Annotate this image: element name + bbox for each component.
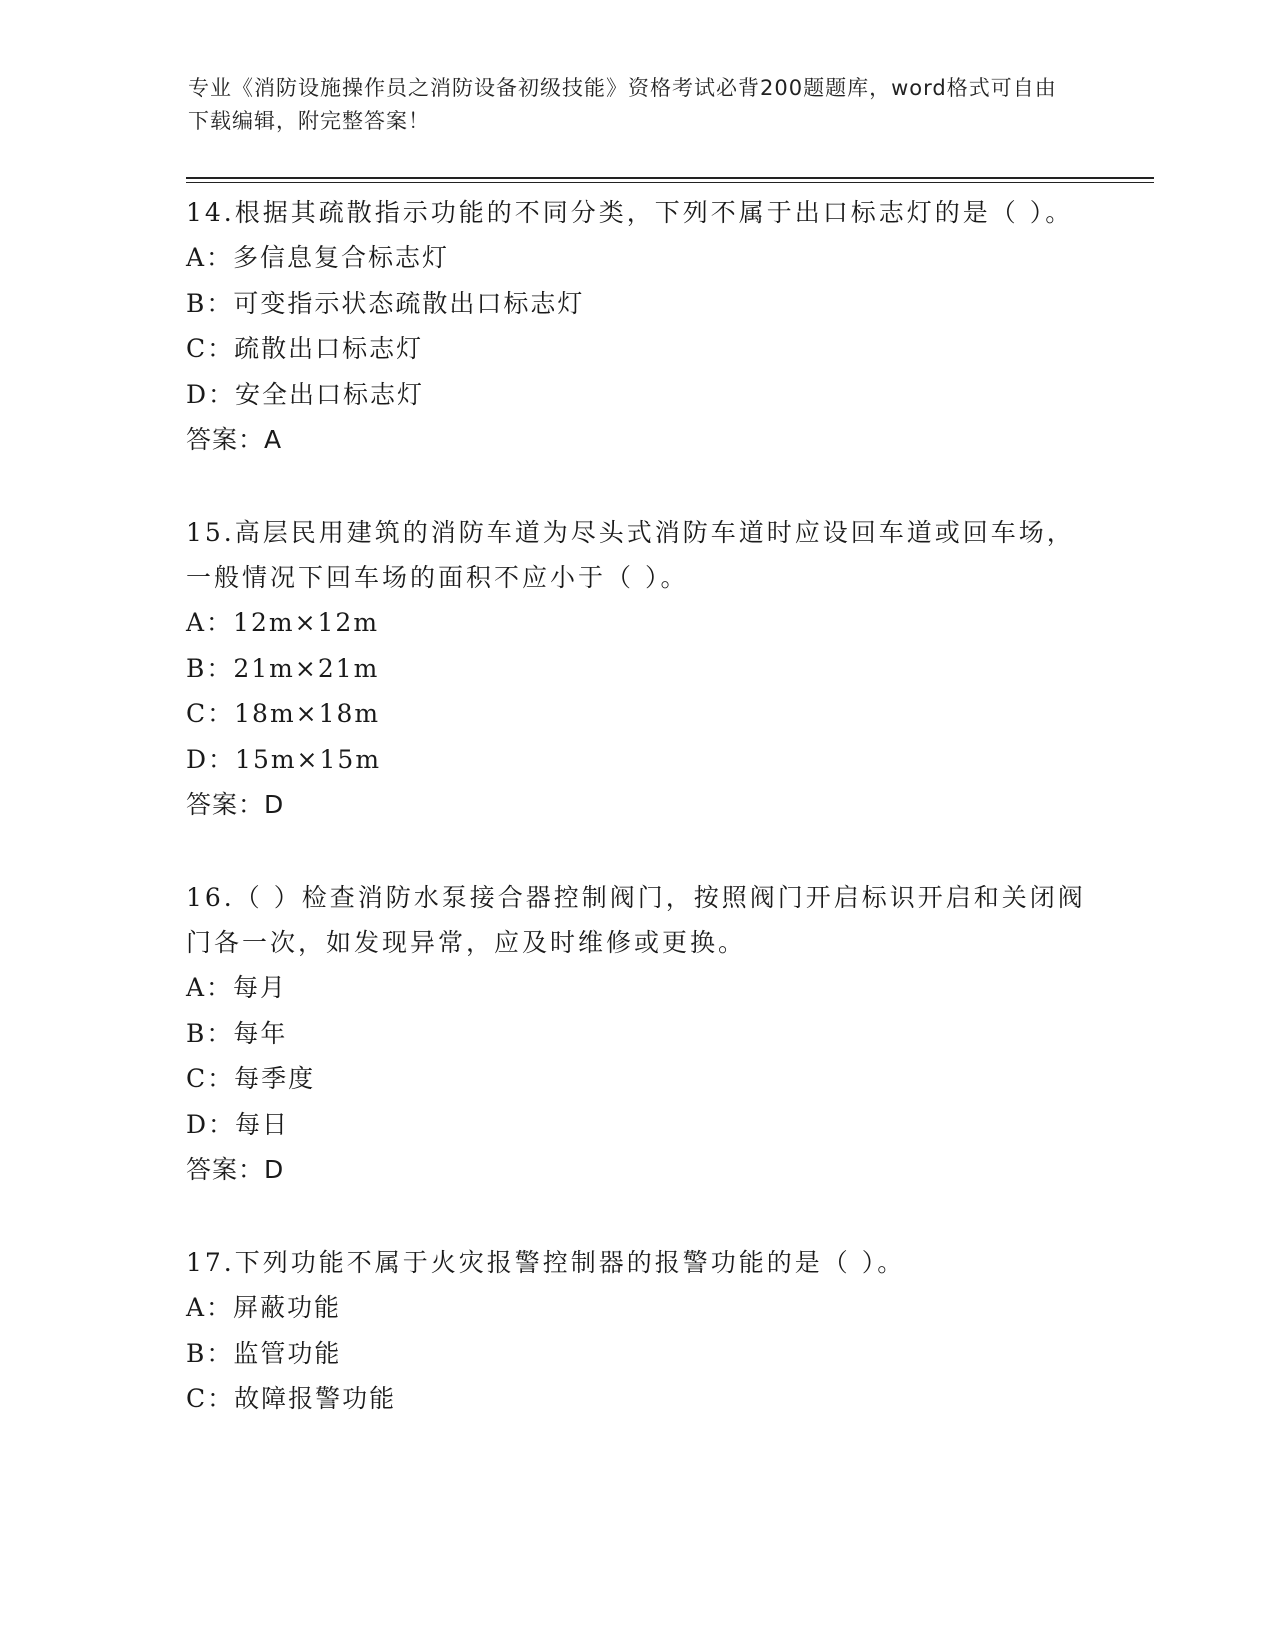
option-b: B：可变指示状态疏散出口标志灯 <box>186 288 585 318</box>
answer-value: A <box>264 425 283 454</box>
header-rule-thin <box>186 182 1154 183</box>
option-b: B：21m×21m <box>186 653 380 683</box>
document-header: 专业《消防设施操作员之消防设备初级技能》资格考试必背200题题库，word格式可自由下载编辑，附完整答案！ <box>188 76 1057 133</box>
option-d: D：每日 <box>186 1109 290 1139</box>
option-a: A：12m×12m <box>186 608 380 637</box>
answer-label: 答案： <box>186 790 265 819</box>
option-c: C：18m×18m <box>186 699 381 728</box>
question-stem: 17.下列功能不属于火灾报警控制器的报警功能的是（ ）。 <box>186 1248 906 1277</box>
option-d: D：安全出口标志灯 <box>186 379 425 409</box>
answer-label: 答案： <box>186 425 265 454</box>
question-16 <box>186 875 1086 1192</box>
option-b: B：监管功能 <box>186 1338 342 1368</box>
option-c: C：每季度 <box>186 1064 316 1093</box>
option-b: B：每年 <box>186 1018 288 1048</box>
option-a: A：屏蔽功能 <box>186 1293 342 1322</box>
question-stem: 16.（ ）检查消防水泵接合器控制阀门，按照阀门开启标识开启和关闭阀门各一次，如发现异常，应及时维修或更换。 <box>186 883 1086 957</box>
question-stem: 15.高层民用建筑的消防车道为尽头式消防车道时应设回车道或回车场，一般情况下回车场的面积不应小于（ ）。 <box>186 518 1075 592</box>
answer-value: D <box>264 1155 285 1184</box>
answer-value: D <box>264 790 285 819</box>
answer-label: 答案： <box>186 1155 265 1184</box>
option-a: A：每月 <box>186 973 288 1002</box>
question-17 <box>186 1240 1086 1422</box>
option-c: C：疏散出口标志灯 <box>186 334 424 363</box>
header-rule-thick <box>186 177 1154 179</box>
question-stem: 14.根据其疏散指示功能的不同分类，下列不属于出口标志灯的是（ ）。 <box>186 198 1074 227</box>
question-15 <box>186 510 1086 827</box>
option-c: C：故障报警功能 <box>186 1384 397 1413</box>
option-a: A：多信息复合标志灯 <box>186 243 450 272</box>
answer-line <box>186 1147 1086 1192</box>
answer-line <box>186 782 1086 827</box>
answer-line <box>186 417 1086 462</box>
question-14 <box>186 190 1086 462</box>
question-list <box>186 190 1086 1422</box>
option-d: D：15m×15m <box>186 744 382 774</box>
